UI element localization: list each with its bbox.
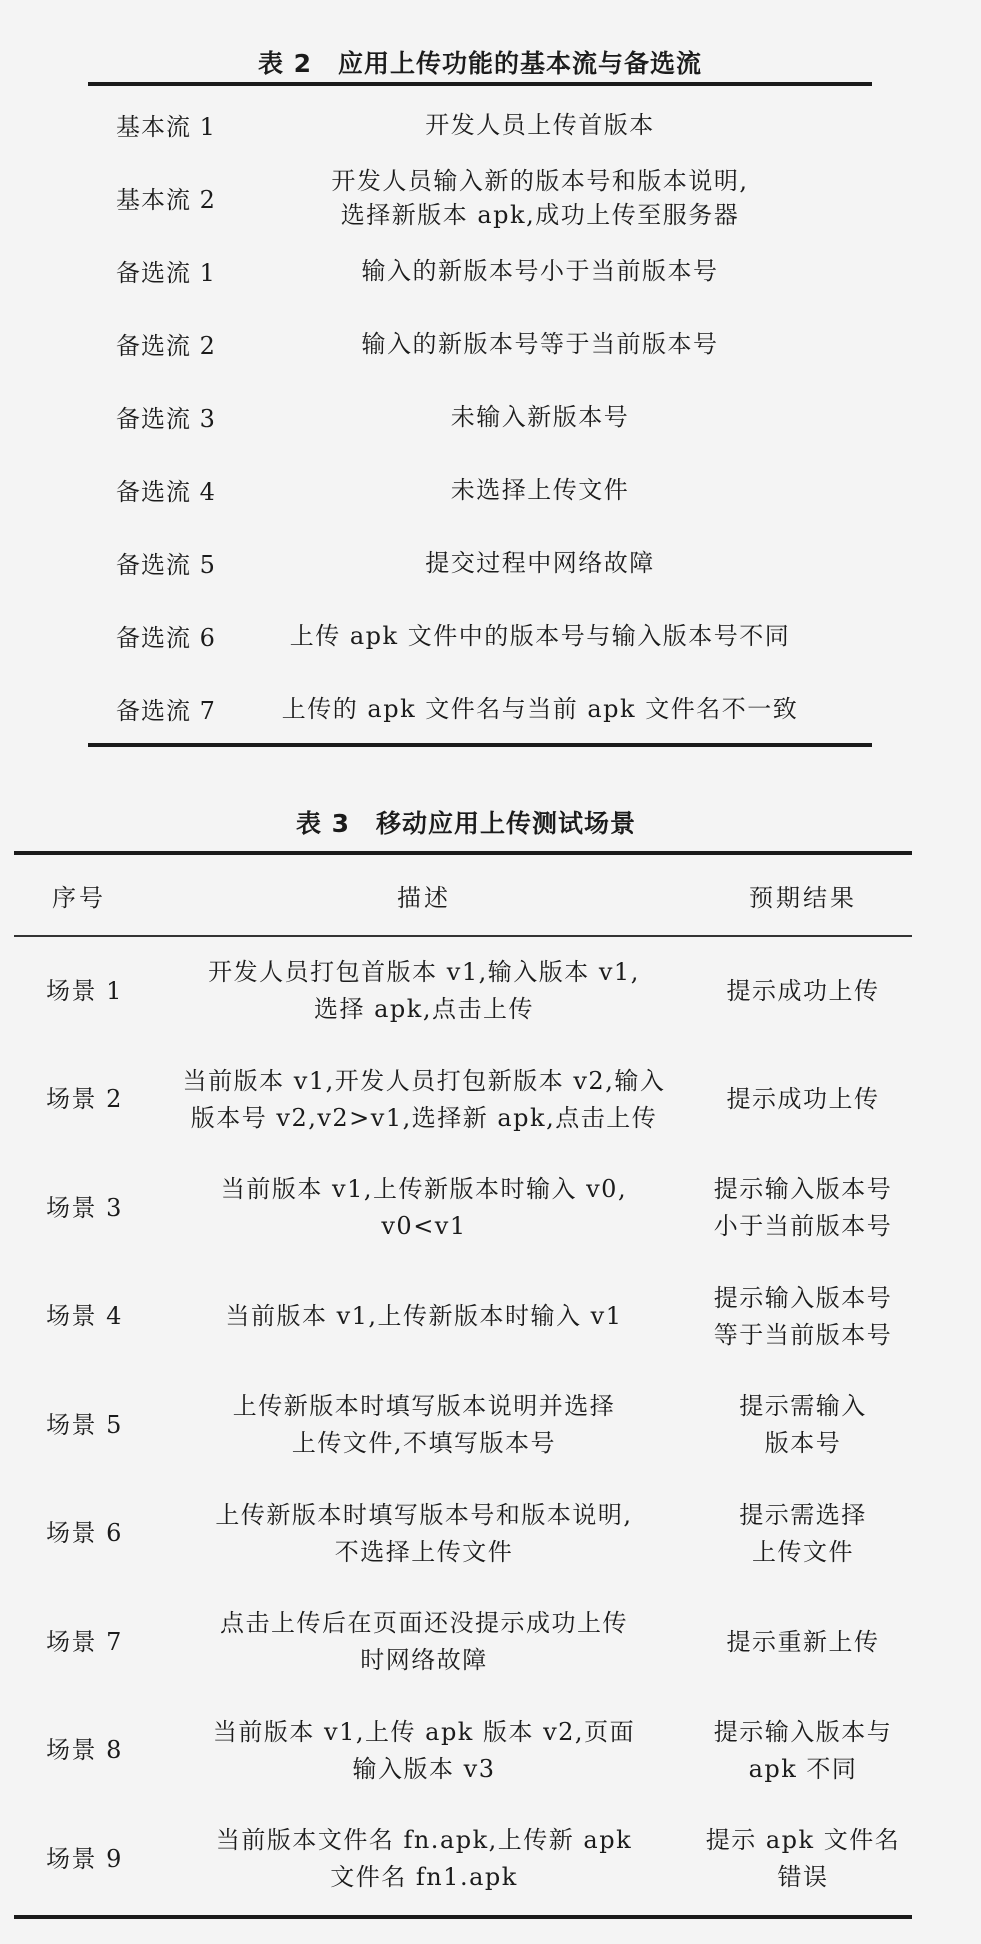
table-row [14, 1371, 912, 1480]
scenario-result-line: 小于当前版本号 [713, 1212, 893, 1241]
flow-name: 基本流 2 [116, 186, 216, 214]
scenario-description-line: 当前版本文件名 fn.apk,上传新 apk [215, 1826, 633, 1855]
flow-description-line: 未输入新版本号 [450, 402, 630, 431]
table2-bottom-rule [88, 743, 872, 747]
header-index: 序号 [52, 883, 106, 912]
flow-name: 备选流 5 [116, 551, 216, 579]
scenario-description-line: 选择 apk,点击上传 [314, 995, 534, 1024]
scenario-result-line: 提示需输入 [739, 1392, 867, 1421]
scenario-description [154, 1063, 694, 1137]
scenario-result-line: 提示输入版本号 [713, 1283, 893, 1312]
scenario-id: 场景 2 [46, 1085, 123, 1114]
scenario-description [154, 1605, 694, 1679]
scenario-description [154, 1822, 694, 1896]
table3-caption-text: 移动应用上传测试场景 [376, 809, 637, 838]
flow-description [248, 254, 872, 288]
flow-description-line: 上传的 apk 文件名与当前 apk 文件名不一致 [281, 694, 799, 723]
scenario-description-line: 开发人员打包首版本 v1,输入版本 v1, [208, 958, 640, 987]
table-row [88, 234, 872, 307]
table2-caption [0, 44, 960, 80]
flow-name: 备选流 1 [116, 259, 216, 287]
table-row [14, 1588, 912, 1697]
flow-name: 备选流 7 [116, 697, 216, 725]
scenario-description [154, 1298, 694, 1335]
table2-top-rule [88, 82, 872, 86]
table-row [88, 599, 872, 672]
scenario-description-line: 当前版本 v1,上传新版本时输入 v1 [225, 1302, 623, 1331]
scenario-result-line: 提示重新上传 [726, 1627, 880, 1656]
scenario-id: 场景 4 [46, 1302, 123, 1331]
scenario-result-line: 提示输入版本与 [713, 1717, 893, 1746]
table-row [14, 1046, 912, 1155]
table-row [14, 1263, 912, 1372]
scenario-result-line: 提示成功上传 [726, 976, 880, 1005]
scenario-description-line: 不选择上传文件 [334, 1537, 514, 1566]
scenario-description-line: 点击上传后在页面还没提示成功上传 [220, 1609, 628, 1638]
scenario-result-line: 提示需选择 [739, 1500, 867, 1529]
table3-body [14, 937, 912, 1914]
table-row [88, 526, 872, 599]
scenario-id: 场景 1 [46, 976, 123, 1005]
table-row [88, 380, 872, 453]
flow-description [248, 327, 872, 361]
scenario-result-line: 版本号 [764, 1429, 842, 1458]
scenario-id: 场景 3 [46, 1193, 123, 1222]
scenario-expected-result [694, 1822, 912, 1896]
scenario-result-line: apk 不同 [748, 1754, 858, 1783]
flow-description-line: 上传 apk 文件中的版本号与输入版本号不同 [289, 621, 791, 650]
table-row [14, 1805, 912, 1914]
scenario-expected-result [694, 973, 912, 1010]
table3-caption-number: 表 3 [295, 809, 351, 838]
table-row [88, 672, 872, 745]
scenario-expected-result [694, 1714, 912, 1788]
header-expected-result: 预期结果 [749, 883, 857, 912]
scenario-result-line: 提示 apk 文件名 [705, 1826, 901, 1855]
scenario-expected-result [694, 1171, 912, 1245]
scenario-expected-result [694, 1624, 912, 1661]
flow-description-line: 开发人员输入新的版本号和版本说明, [331, 166, 749, 195]
scenario-description [154, 1388, 694, 1462]
flow-description-line: 输入的新版本号小于当前版本号 [361, 256, 719, 285]
scenario-description-line: 输入版本 v3 [352, 1754, 496, 1783]
scenario-result-line: 上传文件 [752, 1537, 854, 1566]
scenario-id: 场景 9 [46, 1844, 123, 1873]
scenario-result-line: 提示成功上传 [726, 1085, 880, 1114]
scenario-id: 场景 6 [46, 1519, 123, 1548]
flow-description [248, 400, 872, 434]
flow-name: 备选流 6 [116, 624, 216, 652]
table-row [14, 1697, 912, 1806]
flow-name: 备选流 2 [116, 332, 216, 360]
scenario-description [154, 1714, 694, 1788]
scenario-description [154, 954, 694, 1028]
scenario-description-line: 上传文件,不填写版本号 [291, 1429, 557, 1458]
scenario-id: 场景 7 [46, 1627, 123, 1656]
table-row [88, 88, 872, 161]
flow-description [248, 164, 872, 232]
scenario-description-line: 上传新版本时填写版本号和版本说明, [215, 1500, 633, 1529]
table3-header-row [14, 855, 912, 935]
flow-description [248, 692, 872, 726]
flow-name: 备选流 4 [116, 478, 216, 506]
flow-description [248, 546, 872, 580]
scenario-expected-result [694, 1388, 912, 1462]
scenario-description-line: 当前版本 v1,上传 apk 版本 v2,页面 [212, 1717, 636, 1746]
scenario-description-line: 上传新版本时填写版本说明并选择 [232, 1392, 616, 1421]
scenario-expected-result [694, 1280, 912, 1354]
table-row [88, 307, 872, 380]
table-row [14, 1480, 912, 1589]
scenario-expected-result [694, 1081, 912, 1118]
scenario-id: 场景 8 [46, 1736, 123, 1765]
scenario-expected-result [694, 1497, 912, 1571]
scenario-id: 场景 5 [46, 1410, 123, 1439]
scenario-description [154, 1171, 694, 1245]
scenario-description-line: 当前版本 v1,开发人员打包新版本 v2,输入 [182, 1066, 666, 1095]
scenario-description-line: v0<v1 [381, 1212, 467, 1241]
table2-caption-number: 表 2 [257, 49, 313, 78]
table3-caption [0, 804, 932, 840]
flow-description-line: 开发人员上传首版本 [425, 110, 655, 139]
flow-description-line: 提交过程中网络故障 [425, 548, 655, 577]
table2-body [88, 88, 872, 745]
table-row [88, 161, 872, 234]
scenario-description-line: 版本号 v2,v2>v1,选择新 apk,点击上传 [190, 1103, 658, 1132]
scenario-result-line: 错误 [777, 1863, 829, 1892]
scenario-description-line: 文件名 fn1.apk [330, 1863, 518, 1892]
flow-description [248, 619, 872, 653]
scenario-result-line: 提示输入版本号 [713, 1175, 893, 1204]
flow-description-line: 选择新版本 apk,成功上传至服务器 [340, 200, 740, 229]
table2-caption-text: 应用上传功能的基本流与备选流 [338, 49, 703, 78]
table-row [88, 453, 872, 526]
flow-name: 基本流 1 [116, 113, 216, 141]
flow-name: 备选流 3 [116, 405, 216, 433]
header-description: 描述 [397, 883, 451, 912]
scenario-description-line: 当前版本 v1,上传新版本时输入 v0, [220, 1175, 628, 1204]
flow-description-line: 未选择上传文件 [450, 475, 630, 504]
table-row [14, 1154, 912, 1263]
flow-description-line: 输入的新版本号等于当前版本号 [361, 329, 719, 358]
table-row [14, 937, 912, 1046]
table3-bottom-rule [14, 1915, 912, 1919]
scenario-description [154, 1497, 694, 1571]
scenario-result-line: 等于当前版本号 [713, 1320, 893, 1349]
scenario-description-line: 时网络故障 [360, 1646, 488, 1675]
flow-description [248, 108, 872, 142]
flow-description [248, 473, 872, 507]
